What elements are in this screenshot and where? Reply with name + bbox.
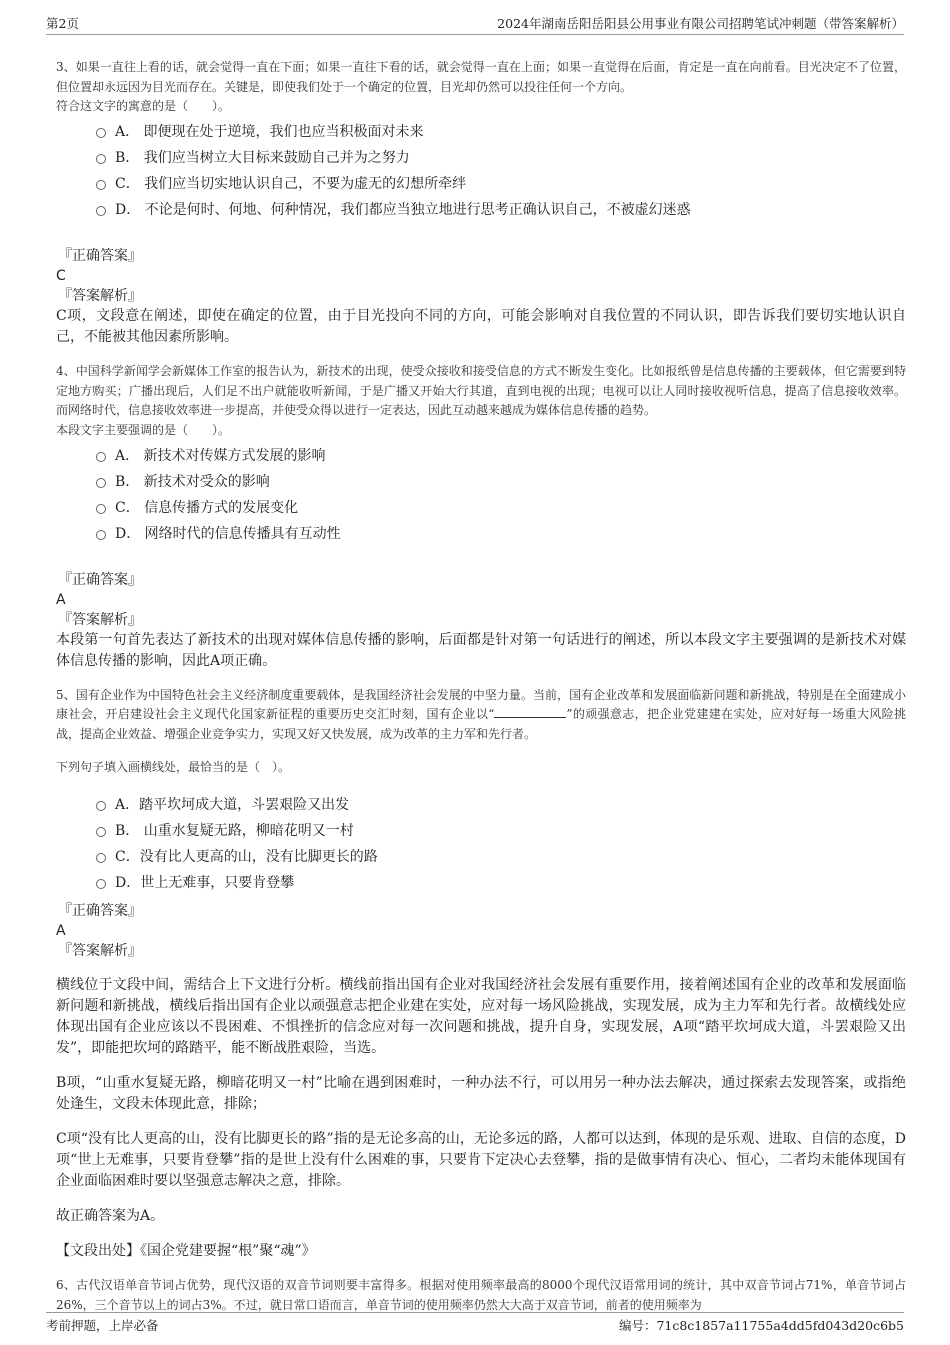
option-a[interactable]: A． 新技术对传媒方式发展的影响 — [96, 442, 906, 468]
analysis-label: 『答案解析』 — [58, 288, 142, 304]
option-d[interactable]: D． 不论是何时、何地、何种情况，我们都应当独立地进行思考正确认识自己，不被虚幻迷惑 — [96, 196, 906, 222]
correct-answer-value: A — [56, 923, 66, 939]
document-body — [56, 58, 906, 1315]
page-footer — [46, 1312, 904, 1336]
radio-button[interactable] — [96, 827, 106, 837]
page-number: 第2页 — [46, 16, 79, 31]
question-3-options — [96, 118, 906, 222]
radio-button[interactable] — [96, 128, 106, 138]
option-c[interactable]: C．没有比人更高的山，没有比脚更长的路 — [96, 843, 906, 869]
radio-button[interactable] — [96, 801, 106, 811]
analysis-label: 『答案解析』 — [58, 943, 142, 959]
radio-button[interactable] — [96, 452, 106, 462]
question-3 — [56, 58, 906, 348]
question-5 — [56, 686, 906, 1263]
analysis-paragraph: 故正确答案为A。 — [56, 1208, 165, 1224]
radio-button[interactable] — [96, 154, 106, 164]
radio-button[interactable] — [96, 478, 106, 488]
footer-slogan: 考前押题，上岸必备 — [46, 1318, 159, 1333]
analysis-text: 本段第一句首先表达了新技术的出现对媒体信息传播的影响，后面都是针对第一句话进行的阐述，所以本段文字主要强调的是新技术对媒体信息传播的影响，因此A项正确。 — [56, 631, 906, 669]
analysis-paragraph: C项“没有比人更高的山，没有比脚更长的路”指的是无论多高的山，无论多远的路，人都可以达到，体现的是乐观、进取、自信的态度，D项“世上无难事，只要肯登攀”指的是世上没有什么困难的事，只要肯下定决心去登攀，指的是做事情有决心、恒心，二者均未能体现国有企业面临困难时要以坚强意志解决之意，排除。 — [56, 1131, 906, 1189]
radio-button[interactable] — [96, 530, 106, 540]
radio-button[interactable] — [96, 879, 106, 889]
question-4 — [56, 362, 906, 672]
question-5-options — [96, 791, 906, 895]
question-5-text: 5、国有企业作为中国特色社会主义经济制度重要载体，是我国经济社会发展的中坚力量。当前，国有企业改革和发展面临新问题和新挑战，特别是在全面建成小康社会，开启建设社会主义现代化国家新征程的重要历史交汇时刻，国有企业以“ ”的顽强意志，把企业党建建在实处，应对好每一场重大风险挑战，提高企业效益、增强企业竞争实力，实现又好又快发展，成为改革的主力军和先行者。 — [56, 687, 907, 741]
question-3-text: 3、如果一直往上看的话，就会觉得一直在下面；如果一直往下看的话，就会觉得一直在上面；如果一直觉得在后面，肯定是一直在向前看。目光决定不了位置，但位置却永远因为目光而存在。关键是，即使我们处于一个确定的位置，目光却仍然可以投往任何一个方向。 — [56, 60, 906, 94]
fill-in-blank — [494, 705, 566, 718]
question-4-text: 4、中国科学新闻学会新媒体工作室的报告认为，新技术的出现，使受众接收和接受信息的方式不断发生变化。比如报纸曾是信息传播的主要载体，但它需要到特定地方购买；广播出现后，人们足不出户就能收听新闻，于是广播又开始大行其道，直到电视的出现；电视可以让人同时接收视听信息，提高了信息接收效率。而网络时代，信息接收效率进一步提高，并使受众得以进行一定表达，因此互动越来越成为媒体信息传播的趋势。 — [56, 364, 906, 417]
document-id: 编号：71c8c1857a11755a4dd5fd043d20c6b5 — [618, 1318, 904, 1333]
correct-answer-label: 『正确答案』 — [58, 903, 142, 919]
correct-answer-value: A — [56, 591, 66, 608]
radio-button[interactable] — [96, 180, 106, 190]
option-d[interactable]: D．世上无难事，只要肯登攀 — [96, 869, 906, 895]
option-c[interactable]: C． 信息传播方式的发展变化 — [96, 494, 906, 520]
text-source: 【文段出处】《国企党建要握“根”聚“魂”》 — [56, 1243, 316, 1259]
option-b[interactable]: B． 新技术对受众的影响 — [96, 468, 906, 494]
option-b[interactable]: B． 山重水复疑无路，柳暗花明又一村 — [96, 817, 906, 843]
radio-button[interactable] — [96, 504, 106, 514]
document-title: 2024年湖南岳阳岳阳县公用事业有限公司招聘笔试冲刺题（带答案解析） — [497, 16, 904, 31]
analysis-label: 『答案解析』 — [58, 611, 142, 628]
question-4-prompt: 本段文字主要强调的是（ ）。 — [56, 422, 231, 437]
radio-button[interactable] — [96, 853, 106, 863]
analysis-paragraph: 横线位于文段中间，需结合上下文进行分析。横线前指出国有企业对我国经济社会发展有重要作用，接着阐述国有企业的改革和发展面临新问题和新挑战，横线后指出国有企业以顽强意志把企业建在实处，应对每一场风险挑战，实现发展，成为主力军和先行者。故横线处应体现出国有企业应该以不畏困难、不惧挫折的信念应对每一次问题和挑战，提升自身，实现发展，A项“踏平坎坷成大道，斗罢艰险又出发”，即能把坎坷的路踏平，能不断战胜艰险，当选。 — [56, 977, 906, 1056]
analysis-text: C项，文段意在阐述，即使在确定的位置，由于目光投向不同的方向，可能会影响对自我位置的不同认识，即告诉我们要切实地认识自己，不能被其他因素所影响。 — [56, 308, 906, 345]
correct-answer-label: 『正确答案』 — [58, 248, 142, 264]
question-6-text: 6、古代汉语单音节词占优势，现代汉语的双音节词则要丰富得多。根据对使用频率最高的8000个现代汉语常用词的统计，其中双音节词占71%，单音节词占26%，三个音节以上的词占3%。不过，就日常口语而言，单音节词的使用频率仍然大大高于双音节词，前者的使用频率为 — [56, 1278, 906, 1312]
option-a[interactable]: A． 即便现在处于逆境，我们也应当积极面对未来 — [96, 118, 906, 144]
page-header — [46, 14, 904, 35]
analysis-paragraph: B项，“山重水复疑无路，柳暗花明又一村”比喻在遇到困难时，一种办法不行，可以用另一种办法去解决，通过探索去发现答案，或指绝处逢生，文段未体现此意，排除； — [56, 1075, 906, 1112]
option-a[interactable]: A．踏平坎坷成大道，斗罢艰险又出发 — [96, 791, 906, 817]
correct-answer-value: C — [56, 268, 66, 284]
radio-button[interactable] — [96, 206, 106, 216]
question-5-prompt: 下列句子填入画横线处，最恰当的是（ ）。 — [56, 760, 291, 774]
correct-answer-label: 『正确答案』 — [58, 571, 142, 588]
question-3-prompt: 符合这文字的寓意的是（ ）。 — [56, 99, 231, 113]
option-c[interactable]: C． 我们应当切实地认识自己，不要为虚无的幻想所牵绊 — [96, 170, 906, 196]
question-4-options — [96, 442, 906, 546]
option-d[interactable]: D． 网络时代的信息传播具有互动性 — [96, 520, 906, 546]
question-6 — [56, 1276, 906, 1315]
option-b[interactable]: B． 我们应当树立大目标来鼓励自己并为之努力 — [96, 144, 906, 170]
